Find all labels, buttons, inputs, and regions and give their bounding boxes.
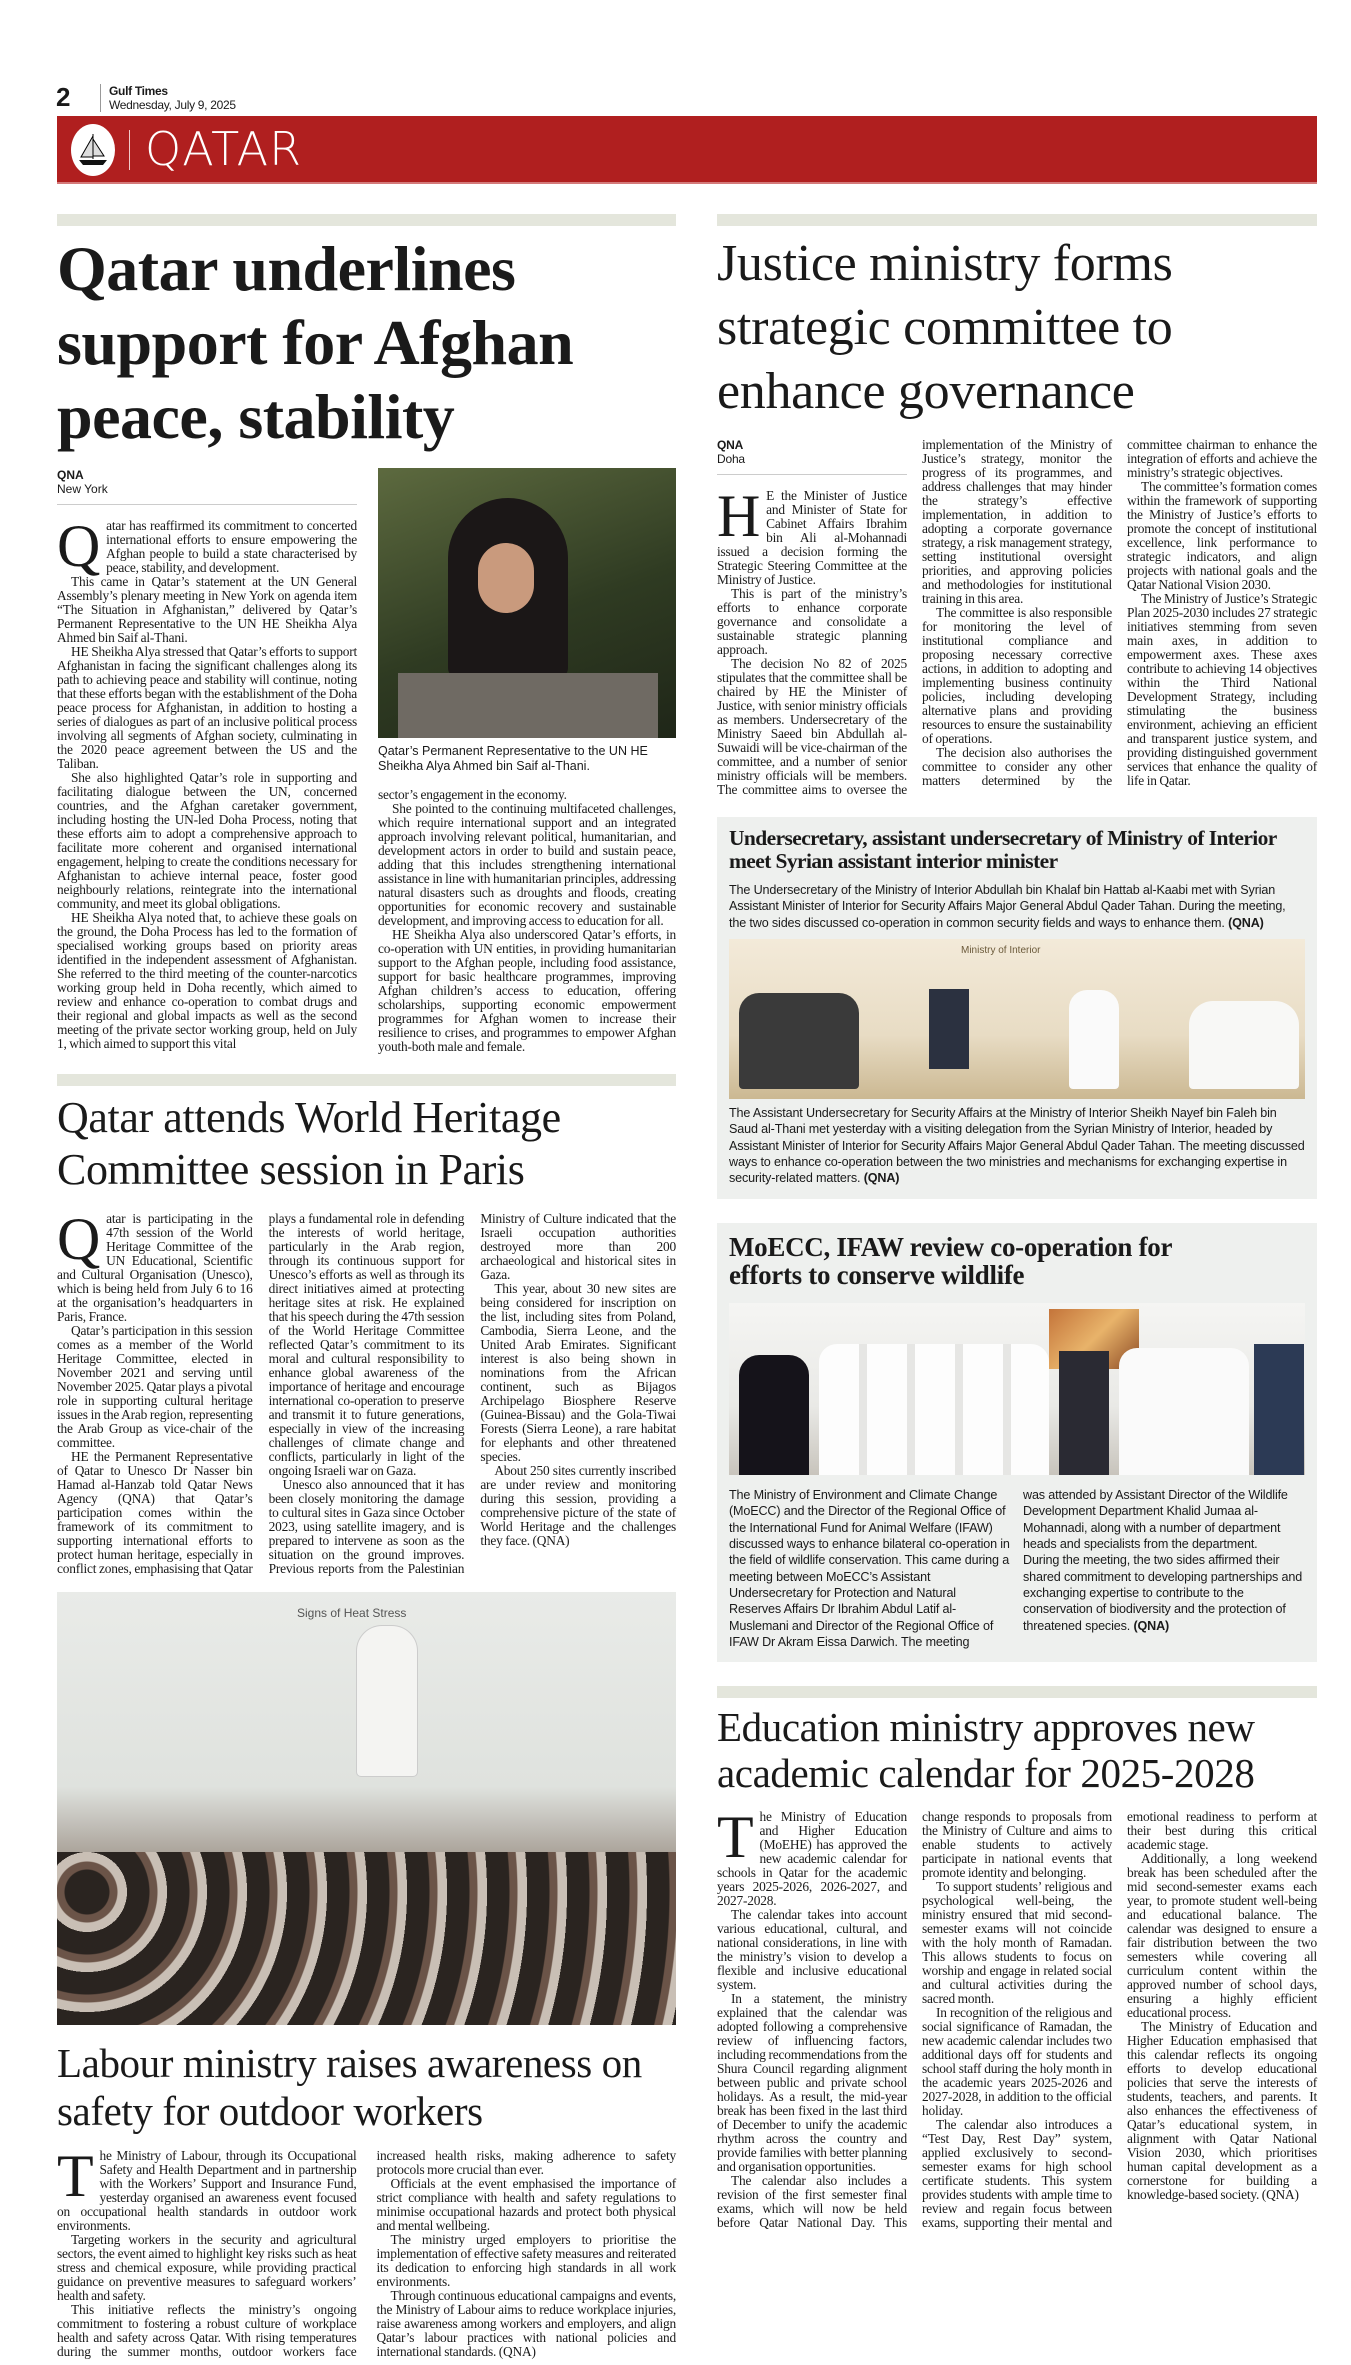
headline-justice: Justice ministry forms strategic committee to enhance governance <box>717 235 1173 420</box>
photo-labour-event <box>57 1592 676 2025</box>
article-paragraph: Through continuous educational campaigns and events, the Ministry of Labour aims to reduce workplace injuries, raise awareness among workers and employers, and align Qatar’s labour practices with national policies and international standards. (QNA) <box>376 2288 676 2359</box>
article-paragraph: HE the Minister of Justice and Minister of State for Cabinet Affairs Ibrahim bin Ali al-Mohannadi issued a decision forming the Strategic Steering Committee at the Ministry of Justice. <box>717 483 907 587</box>
article-paragraph: sector’s engagement in the economy. <box>378 787 567 802</box>
credit: (QNA) <box>1133 1618 1170 1633</box>
news-brief-wildlife <box>717 1223 1317 1663</box>
headline-labour: Labour ministry raises awareness on safety for outdoor workers <box>57 2040 642 2134</box>
article-body-heritage <box>57 1206 676 1576</box>
article-paragraph: The decision also authorises the committee to consider any other matters determined by the committee chairman to enhance the integration of efforts and achieve the ministry’s strategic objectives. <box>922 437 1317 788</box>
article-paragraph: The calendar also includes a revision of the first semester final exams, which will now be held before Qatar National Day. This change responds to proposals from the Ministry of Culture and aims to enable students to actively participate in national events that promote identity and belonging. <box>717 1809 1112 2231</box>
photo-wildlife-meeting <box>729 1303 1305 1475</box>
article-afghan-col2 <box>378 468 676 1054</box>
byline-agency: QNA <box>717 438 744 452</box>
article-paragraph: The Ministry of Education and Higher Education emphasised that this calendar reflects its ongoing efforts to develop educational policies that serve the interests of students, teachers, and parents. It also enhances the effectiveness of Qatar’s educational system, in alignment with Qatar National Vision 2030, which prioritises human capital development as a cornerstone for building a knowledge-based society. (QNA) <box>1127 2019 1317 2203</box>
article-rule <box>57 1074 676 1086</box>
news-brief-interior <box>717 817 1317 1199</box>
publication-name: Gulf Times <box>109 84 168 98</box>
article-body-labour <box>57 2143 676 2359</box>
article-paragraph: About 250 sites currently inscribed are under review and monitoring during this session, providing a comprehensive picture of the state of World Heritage and the challenges they face. (QNA) <box>480 1463 676 1548</box>
left-column <box>57 214 676 2359</box>
issue-date: Wednesday, July 9, 2025 <box>109 98 236 112</box>
page-number: 2 <box>56 82 71 112</box>
byline-agency: QNA <box>57 468 84 482</box>
masthead <box>100 84 236 112</box>
photo-caption: Qatar’s Permanent Representative to the UN HE Sheikha Alya Ahmed bin Saif al-Thani. <box>378 744 648 773</box>
article-body-justice <box>717 438 1317 797</box>
article-paragraph: The Ministry of Justice’s Strategic Plan 2025-2030 includes 27 strategic initiatives stemming from seven main axes, in addition to empowerment axes. These axes contribute to achieving 14 objectives within the Third National Development Strategy, including stimulating the business environment, achieving an efficient and transparent justice system, and providing distinguished government services that enhance the quality of life in Qatar. <box>1127 591 1317 788</box>
article-rule <box>717 214 1317 226</box>
article-paragraph: Officials at the event emphasised the importance of strict compliance with health and safety regulations to minimise occupational hazards and protect both physical and mental wellbeing. <box>376 2176 676 2233</box>
headline-education: Education ministry approves new academic calendar for 2025-2028 <box>717 1704 1255 1797</box>
article-afghan <box>57 468 676 1054</box>
article-paragraph: The committee is also responsible for monitoring the level of institutional compliance and proposing necessary corrective actions, in addition to adopting and implementing business continuity policies, including developing alternative plans and providing resources to ensure the sustainability of operations. <box>922 605 1112 746</box>
wildlife-text-para <box>1023 1552 1305 1633</box>
article-body-col2 <box>378 788 676 1054</box>
article-paragraph: The decision No 82 of 2025 stipulates that the committee shall be chaired by HE the Minister of Justice, with senior ministry officials as members. Undersecretary of the Ministry Saeed bin Abdullah al-Suwaidi will be vice-chairman of the committee, and a number of senior ministry officials will be members. The committee aims to oversee the implementation of the Ministry of Justice’s strategy, monitor the progress of its programmes, and address challenges that may hinder the strategy’s effective implementation, in addition to adopting a corporate governance strategy, a risk management strategy, setting institutional oversight priorities, and approving policies and methodologies for institutional training in this area. <box>717 437 1112 797</box>
photo-sign-text: Ministry of Interior <box>961 945 1041 957</box>
article-paragraph: HE Sheikha Alya noted that, to achieve these goals on the ground, the Doha Process has led to the formation of specialised working groups based on priority areas identified in the independent assessment of Afghanistan. She referred to the third meeting of the counter-narcotics working group held in Doha recently, which aimed to review and enhance co-operation to combat drugs and their regional and global impacts as well as the second meeting of the private sector working group, held on July 1, which aimed to support this vital <box>57 910 357 1051</box>
headline-heritage: Qatar attends World Heritage Committee session in Paris <box>57 1093 561 1194</box>
article-paragraph: The Ministry of Education and Higher Education (MoEHE) has approved the new academic calendar for schools in Qatar for the academic years 2025-2026, 2026-2027, and 2027-2028. <box>717 1804 907 1909</box>
banner-divider <box>129 130 130 170</box>
byline <box>57 468 357 505</box>
article-paragraph: The calendar also introduces a “Test Day, Rest Day” system, applied exclusively to second-semester exams for high school certificate students. This system provides students with ample time to review and regain focus between exams, supporting their mental and emotional readiness to perform at their best during this critical academic stage. <box>922 1809 1317 2231</box>
article-paragraph: In a statement, the ministry explained that the calendar was adopted following a comprehensive review of influencing factors, including recommendations from the Shura Council regarding alignment between public and private school holidays. As a result, the mid-year break has been fixed in the last third of December to unify the academic rhythm across the country and provide families with better planning and organisation opportunities. <box>717 1991 907 2175</box>
credit: (QNA) <box>863 1171 900 1186</box>
article-paragraph: This came in Qatar’s statement at the UN General Assembly’s plenary meeting in New York on agenda item “The Situation in Afghanistan,” delivered by Qatar’s Permanent Representative to the UN HE Sheikha Alya Ahmed bin Saif al-Thani. <box>57 574 357 645</box>
headline-interior: Undersecretary, assistant undersecretary of Ministry of Interior meet Syrian assistant interior minister <box>729 826 1277 873</box>
article-paragraph: The Ministry of Labour, through its Occupational Safety and Health Department and in partnership with the Workers’ Support and Insurance Fund, yesterday organised an awareness event focused on occupational health standards in outdoor work environments. <box>57 2143 357 2233</box>
article-paragraph: The ministry urged employers to prioritise the implementation of effective safety measures and reiterated its dedication to enforcing high standards in all work environments. <box>376 2232 676 2289</box>
interior-text-body: The Undersecretary of the Ministry of Interior Abdullah bin Khalaf bin Hattab al-Kaabi met with Syrian Assistant Minister of Interior for Security Affairs Major General Abdul Qader Tahan. During the meeting, the two sides discussed co-operation in common security fields and ways to enhance them. <box>729 883 1286 930</box>
article-paragraph: HE the Permanent Representative of Qatar to Unesco Dr Nasser bin Hamad al-Hanzab told Qatar News Agency (QNA) that Qatar’s participation comes within the framework of its commitment to supporting international efforts to protect human heritage, especially in conflict zones, emphasising that Qatar plays a fundamental role in defending the interests of world heritage, particularly in the Arab region, through its continuous support for Unesco’s efforts as well as through its direct initiatives aimed at protecting heritage sites at risk. He explained that his speech during the 47th session of the World Heritage Committee reflected Qatar’s commitment to its moral and cultural responsibility to enhance global awareness of the importance of heritage and encourage international co-operation to preserve and transmit it to future generations, especially in view of the increasing challenges of climate change and conflicts, particularly in light of the ongoing Israeli war on Gaza. <box>57 1211 465 1576</box>
credit: (QNA) <box>1228 915 1264 930</box>
article-paragraph: This year, about 30 new sites are being considered for inscription on the list, including sites from Poland, Cambodia, Sierra Leone, and the United Arab Emirates. Significant interest is also being shown in nominations from the African continent, such as Bijagos Archipelago Biosphere Reserve (Guinea-Bissau) and the Gola-Tiwai Forests (Sierra Leone), a rare habitat for elephants and other threatened species. <box>480 1281 676 1464</box>
photo-interior-meeting <box>729 939 1305 1099</box>
wildlife-text-col2 <box>1023 1487 1305 1650</box>
wildlife-text-para: was attended by Assistant Director of the Wildlife Development Department Khalid Jumaa al-Mohannadi, along with a number of department heads and specialists from the department. <box>1023 1488 1288 1552</box>
article-paragraph: Additionally, a long weekend break has been scheduled after the mid second-semester exams each year, to promote student well-being and educational balance. The calendar was designed to ensure a fair distribution between the two semesters while covering all curriculum content within the approved number of school days, ensuring a highly efficient educational process. <box>1127 1851 1317 2021</box>
byline-location: Doha <box>717 452 745 466</box>
article-paragraph: To support students’ religious and psychological well-being, the ministry ensured that mid second-semester exams will not coincide with the holy month of Ramadan. This allows students to focus on worship and engage in related social and cultural activities during the sacred month. <box>922 1879 1112 2007</box>
article-afghan-col1 <box>57 468 357 1054</box>
article-paragraph: She also highlighted Qatar’s role in supporting and facilitating dialogue between the UN, concerned countries, and the Afghan caretaker government, including hosting the UN-led Doha Process, noting that these efforts aim to adopt a comprehensive approach to facilitate more coherent and organised international engagement, helping to create the conditions necessary for Afghanistan to achieve internal peace, foster good neighbourly relations, reintegrate into the international community, and meet its global obligations. <box>57 770 357 911</box>
headline-afghan: Qatar underlines support for Afghan peace, stability <box>57 233 574 452</box>
right-column <box>717 214 1317 2359</box>
article-paragraph: HE Sheikha Alya stressed that Qatar’s efforts to support Afghanistan in facing the significant challenges along its path to achieving peace and stability will continue, noting that these efforts began with the establishment of the Doha peace process for Afghanistan, in addition to hosting a series of dialogues as part of an inclusive political process involving all segments of Afghan society, culminating in the 2020 peace agreement between the US and the Taliban. <box>57 644 357 771</box>
wildlife-text <box>729 1487 1305 1650</box>
article-paragraph: Qatar has reaffirmed its commitment to concerted international efforts to ensure empowering the Afghan people to build a state characterised by peace, stability, and development. <box>57 513 357 579</box>
article-paragraph: She pointed to the continuing multifaceted challenges, which require international support and an integrated approach involving relevant political, humanitarian, and development actors in order to build and sustain peace, adding that this includes strengthening international assistance in line with humanitarian principles, addressing natural disasters such as droughts and floods, creating opportunities for economic recovery and sustainable development, and improving access to education for all. <box>378 801 676 928</box>
article-paragraph: Qatar is participating in the 47th session of the World Heritage Committee of the UN Educational, Scientific and Cultural Organisation (Unesco), which is being held from July 6 to 16 at the organisation’s headquarters in Paris, France. <box>57 1206 253 1324</box>
article-body-education <box>717 1804 1317 2231</box>
article-paragraph: Unesco also announced that it has been closely monitoring the damage to cultural sites in Gaza since October 2023, using satellite imagery, and is prepared to intervene as soon as the situation on the ground improves. Previous reports from the Palestinian Ministry of Culture indicated that the Israeli occupation authorities destroyed more than 200 archaeological and historical sites in Gaza. <box>268 1211 676 1576</box>
article-rule <box>717 1686 1317 1698</box>
article-body-col1 <box>57 513 357 1051</box>
section-title: QATAR <box>145 122 303 176</box>
article-rule <box>57 214 676 226</box>
photo-banner-text: Signs of Heat Stress <box>297 1606 407 1620</box>
article-paragraph: Qatar’s participation in this session comes as a member of the World Heritage Committee, elected in November 2021 and serving until November 2025. Qatar plays a pivotal role in supporting cultural heritage issues in the Arab region, representing the Arab Group as vice-chair of the committee. <box>57 1323 253 1450</box>
headline-wildlife: MoECC, IFAW review co-operation for efforts to conserve wildlife <box>729 1231 1172 1290</box>
photo-un-representative <box>378 468 676 738</box>
wildlife-text-col1: The Ministry of Environment and Climate Change (MoECC) and the Director of the Regional Office of the International Fund for Animal Welfare (IFAW) discussed ways to enhance bilateral co-operation in the field of wildlife conservation. This came during a meeting between MoECC’s Assistant Undersecretary for Protection and Natural Reserves Affairs Dr Ibrahim Abdul Latif al-Muslemani and Director of the Regional Office of IFAW Dr Akram Eissa Darwich. The meeting <box>729 1488 1010 1649</box>
article-paragraph: Targeting workers in the security and agricultural sectors, the event aimed to highlight key risks such as heat stress and chemical exposure, while providing practical guidance on preventive measures to safeguard workers’ health and safety. <box>57 2232 357 2303</box>
interior-caption <box>729 1105 1305 1186</box>
article-paragraph: HE Sheikha Alya also underscored Qatar’s efforts, in co-operation with UN entities, in providing humanitarian support to the Afghan people, including food assistance, support for basic healthcare programmes, improving Afghan children’s access to education, offering scholarships, supporting economic empowerment programmes for Afghan women to increase their resilience to crises, and programmes to empower Afghan youth-both male and female. <box>378 927 676 1054</box>
dhow-boat-icon <box>71 124 115 176</box>
article-paragraph: In recognition of the religious and social significance of Ramadan, the new academic calendar includes two additional days off for students and school staff during the holy month in the academic years 2025-2026 and 2027-2028, in addition to the official holiday. <box>922 2005 1112 2119</box>
article-paragraph: The committee’s formation comes within the framework of supporting the Ministry of Justice’s efforts to promote the concept of institutional excellence, link performance to strategic indicators, and align projects with national goals and the Qatar National Vision 2030. <box>1127 479 1317 592</box>
article-paragraph: This is part of the ministry’s efforts to enhance corporate governance and consolidate a sustainable strategic planning approach. <box>717 586 907 657</box>
byline-location: New York <box>57 482 108 496</box>
article-paragraph: The calendar takes into account various educational, cultural, and national considerations, in line with the ministry’s vision to develop a flexible and inclusive educational system. <box>717 1907 907 1993</box>
interior-caption-body: The Assistant Undersecretary for Security Affairs at the Ministry of Interior Sheikh Nayef bin Faleh bin Saud al-Thani met yesterday with a visiting delegation from the Syrian Ministry of Interior, headed by Assistant Minister of Interior for Security Affairs Major General Abdul Qader Tahan. The meeting discussed ways to enhance co-operation between the two ministries and mechanisms for exchanging expertise in security-related matters. <box>729 1106 1305 1186</box>
wildlife-text-body: During the meeting, the two sides affirmed their shared commitment to developing partnerships and exchanging expertise to contribute to the conservation of biodiversity and the protection of threatened species. <box>1023 1553 1303 1633</box>
article-paragraph: This initiative reflects the ministry’s ongoing commitment to fostering a robust culture of workplace health and safety across Qatar. With rising temperatures during the summer months, outdoor workers face increased health risks, making adherence to safety protocols more crucial than ever. <box>57 2148 676 2359</box>
interior-text <box>729 882 1305 931</box>
section-banner <box>57 116 1317 184</box>
byline <box>717 438 907 475</box>
